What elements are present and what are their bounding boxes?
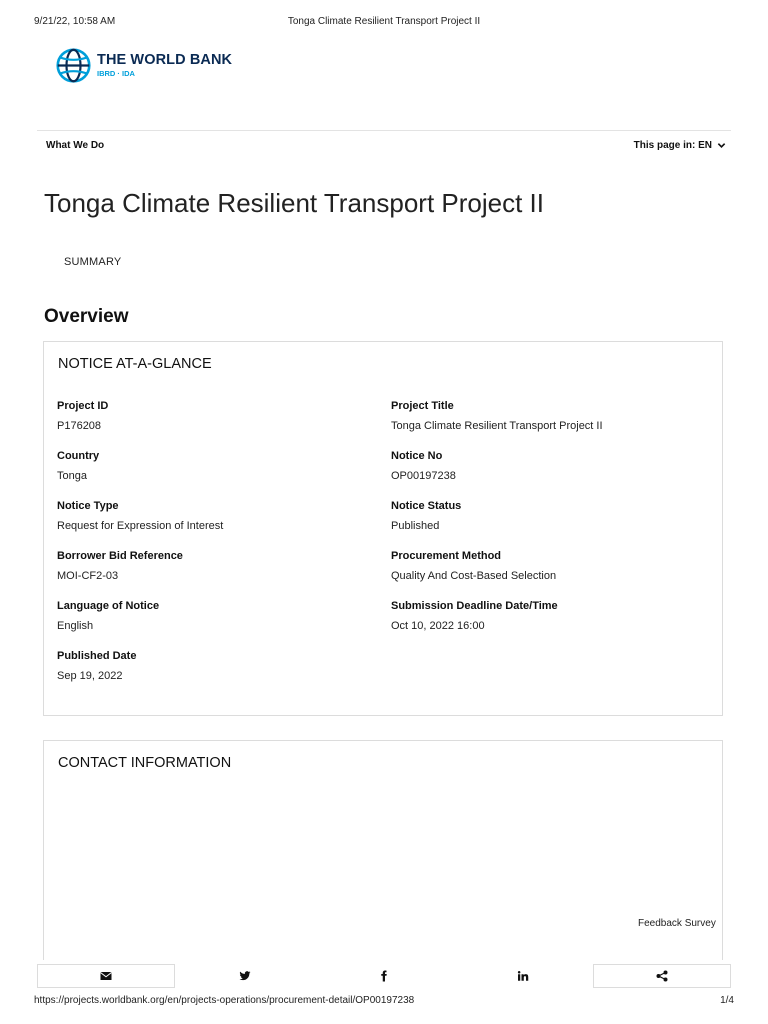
field-value: OP00197238 <box>391 470 456 482</box>
field-label: Submission Deadline Date/Time <box>391 600 558 612</box>
logo-name: THE WORLD BANK <box>97 52 233 68</box>
field-label: Notice No <box>391 450 443 462</box>
contact-panel-title: CONTACT INFORMATION <box>58 755 232 771</box>
language-label: This page in: EN <box>633 140 712 151</box>
field-value: Sep 19, 2022 <box>57 670 123 682</box>
field-value: Quality And Cost-Based Selection <box>391 570 557 582</box>
field-published-date <box>57 650 136 682</box>
share-icon <box>656 970 668 982</box>
notice-panel-title: NOTICE AT-A-GLANCE <box>58 356 212 372</box>
field-label: Published Date <box>57 650 137 662</box>
field-project-id <box>57 400 108 432</box>
field-language-of-notice <box>57 600 159 632</box>
overview-heading: Overview <box>44 306 129 327</box>
print-timestamp: 9/21/22, 10:58 AM <box>34 16 116 27</box>
field-label: Language of Notice <box>57 600 160 612</box>
field-label: Notice Status <box>391 500 462 512</box>
linkedin-icon <box>517 970 529 982</box>
field-label: Project Title <box>391 400 454 412</box>
tab-summary[interactable]: SUMMARY <box>64 256 122 268</box>
field-submission-deadline <box>391 600 558 632</box>
field-value: Published <box>391 520 440 532</box>
top-nav <box>37 130 731 159</box>
logo-sub: IBRD · IDA <box>97 68 135 78</box>
field-label: Borrower Bid Reference <box>57 550 183 562</box>
field-value: English <box>57 620 94 632</box>
twitter-icon <box>239 970 251 982</box>
field-procurement-method <box>391 550 556 582</box>
field-value: Request for Expression of Interest <box>57 520 224 532</box>
page-title: Tonga Climate Resilient Transport Project II <box>44 188 544 218</box>
chevron-down-icon <box>717 141 726 150</box>
share-bar <box>37 964 731 988</box>
field-value: Tonga <box>57 470 87 482</box>
print-url: https://projects.worldbank.org/en/projects-operations/procurement-detail/OP00197238 <box>34 995 415 1006</box>
notice-at-a-glance-panel <box>43 341 723 716</box>
nav-what-we-do[interactable]: What We Do <box>46 140 105 151</box>
facebook-share-button[interactable] <box>315 964 453 988</box>
twitter-share-button[interactable] <box>176 964 314 988</box>
field-project-title <box>391 400 603 432</box>
field-label: Procurement Method <box>391 550 502 562</box>
field-notice-type <box>57 500 223 532</box>
language-selector[interactable] <box>634 140 726 151</box>
email-share-button[interactable] <box>37 964 175 988</box>
field-value: P176208 <box>57 420 102 432</box>
print-page-number: 1/4 <box>720 995 734 1006</box>
world-bank-logo[interactable] <box>56 45 232 85</box>
envelope-icon <box>100 970 112 982</box>
print-header <box>0 16 768 30</box>
print-page-title: Tonga Climate Resilient Transport Project II <box>287 16 481 27</box>
field-value: MOI-CF2-03 <box>57 570 119 582</box>
feedback-survey-link[interactable]: Feedback Survey <box>638 918 716 929</box>
field-notice-status <box>391 500 461 532</box>
field-value: Tonga Climate Resilient Transport Project II <box>391 420 603 432</box>
field-value: Oct 10, 2022 16:00 <box>391 620 485 632</box>
field-label: Country <box>57 450 100 462</box>
field-country <box>57 450 99 482</box>
field-label: Notice Type <box>57 500 119 512</box>
field-borrower-bid-reference <box>57 550 183 582</box>
linkedin-share-button[interactable] <box>454 964 592 988</box>
share-button[interactable] <box>593 964 731 988</box>
facebook-icon <box>378 970 390 982</box>
field-notice-no <box>391 450 456 482</box>
globe-icon <box>56 48 91 83</box>
contact-information-panel <box>43 740 723 960</box>
field-label: Project ID <box>57 400 109 412</box>
